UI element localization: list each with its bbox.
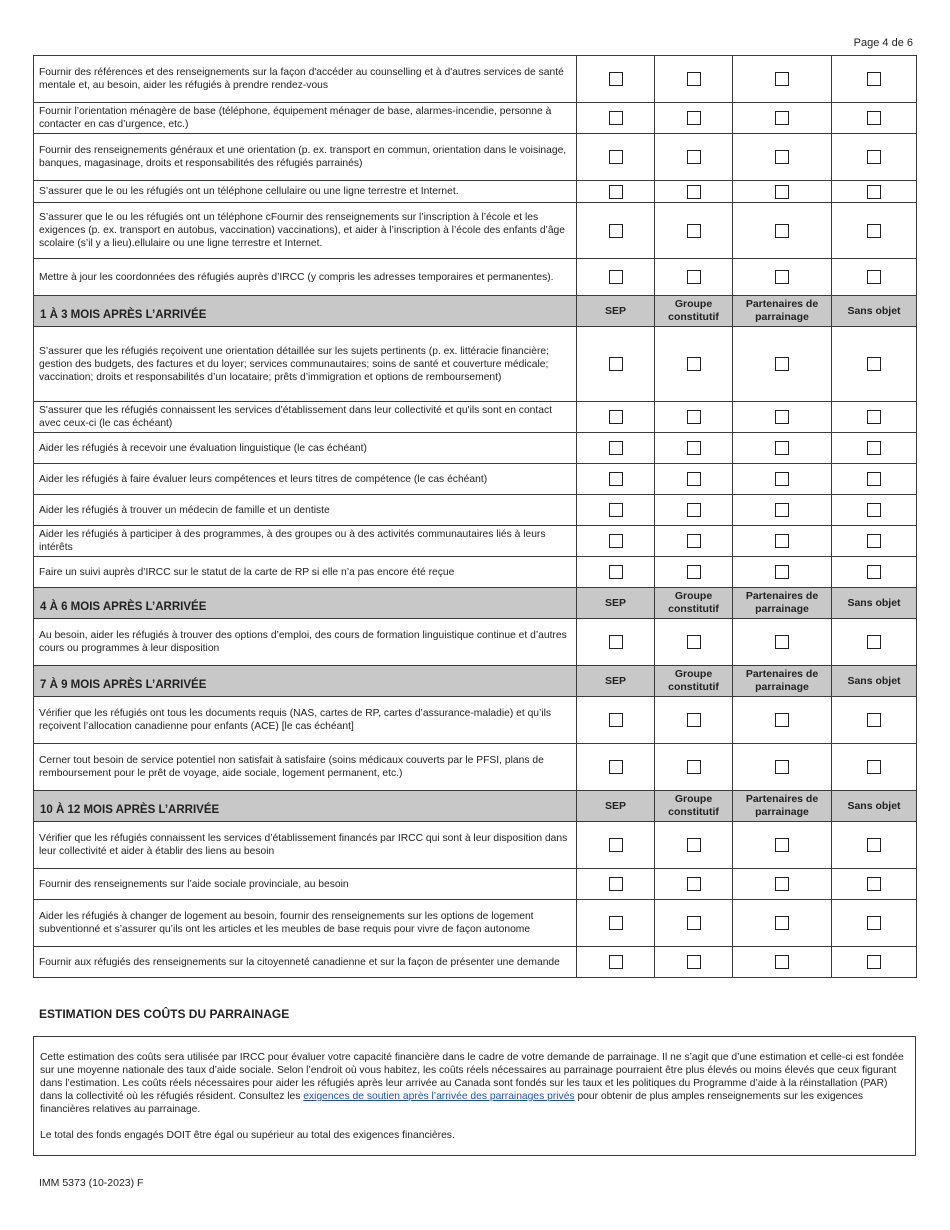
checkbox-cell xyxy=(733,464,832,495)
checkbox-cell xyxy=(655,619,733,666)
checkbox-cell xyxy=(577,619,655,666)
checkbox-cell xyxy=(577,495,655,526)
checkbox-sep[interactable] xyxy=(609,760,623,774)
checkbox-cell xyxy=(733,327,832,402)
task-row xyxy=(34,464,917,495)
checkbox-cell xyxy=(832,697,917,744)
checkbox-cell xyxy=(832,56,917,103)
checkbox-cell xyxy=(577,822,655,869)
checkbox-sans-objet[interactable] xyxy=(867,150,881,164)
checkbox-groupe-constitutif[interactable] xyxy=(687,713,701,727)
column-header: SEP xyxy=(577,666,655,697)
task-description: Fournir des renseignements généraux et une orientation (p. ex. transport en commun, orientation dans le voisinage, banques, magasinage, droits et responsabilités des réfugiés parrainés) xyxy=(34,134,577,181)
checkbox-cell xyxy=(832,822,917,869)
checkbox-sans-objet[interactable] xyxy=(867,441,881,455)
checkbox-sep[interactable] xyxy=(609,72,623,86)
checkbox-groupe-constitutif[interactable] xyxy=(687,916,701,930)
checkbox-cell xyxy=(832,103,917,134)
checkbox-cell xyxy=(577,259,655,296)
task-description: Fournir des références et des renseignements sur la façon d'accéder au counselling et à d'autres services de santé mentale et, au besoin, aider les réfugiés à prendre rendez-vous xyxy=(34,56,577,103)
checkbox-cell xyxy=(832,900,917,947)
task-row xyxy=(34,526,917,557)
checkbox-partenaires[interactable] xyxy=(775,270,789,284)
column-header: SEP xyxy=(577,588,655,619)
checkbox-sans-objet[interactable] xyxy=(867,185,881,199)
checkbox-cell xyxy=(655,526,733,557)
checkbox-sep[interactable] xyxy=(609,534,623,548)
checkbox-groupe-constitutif[interactable] xyxy=(687,838,701,852)
checkbox-cell xyxy=(577,947,655,978)
checkbox-sep[interactable] xyxy=(609,224,623,238)
checkbox-sans-objet[interactable] xyxy=(867,111,881,125)
funds-requirement-note: Le total des fonds engagés DOIT être égal ou supérieur au total des exigences financières. xyxy=(40,1130,455,1141)
checkbox-sans-objet[interactable] xyxy=(867,916,881,930)
section-title: 10 À 12 MOIS APRÈS L’ARRIVÉE xyxy=(34,791,577,822)
task-row xyxy=(34,697,917,744)
column-header: Sans objet xyxy=(832,296,917,327)
checkbox-partenaires[interactable] xyxy=(775,916,789,930)
checkbox-cell xyxy=(577,203,655,259)
checkbox-partenaires[interactable] xyxy=(775,357,789,371)
checkbox-cell xyxy=(832,947,917,978)
checkbox-cell xyxy=(832,433,917,464)
checkbox-cell xyxy=(832,744,917,791)
checkbox-partenaires[interactable] xyxy=(775,150,789,164)
checkbox-partenaires[interactable] xyxy=(775,503,789,517)
checkbox-cell xyxy=(577,526,655,557)
checkbox-cell xyxy=(577,103,655,134)
checkbox-cell xyxy=(733,181,832,203)
checkbox-groupe-constitutif[interactable] xyxy=(687,472,701,486)
checkbox-cell xyxy=(832,327,917,402)
checkbox-sans-objet[interactable] xyxy=(867,270,881,284)
checkbox-sep[interactable] xyxy=(609,565,623,579)
section-title: 1 À 3 MOIS APRÈS L’ARRIVÉE xyxy=(34,296,577,327)
checkbox-groupe-constitutif[interactable] xyxy=(687,72,701,86)
task-checklist-table xyxy=(33,55,917,978)
task-description: S'assurer que les réfugiés connaissent les services d'établissement dans leur collectivité et qu'ils sont en contact avec ceux-ci (le cas échéant) xyxy=(34,402,577,433)
checkbox-sep[interactable] xyxy=(609,150,623,164)
checkbox-cell xyxy=(577,869,655,900)
checkbox-sep[interactable] xyxy=(609,916,623,930)
task-row xyxy=(34,402,917,433)
checkbox-cell xyxy=(832,134,917,181)
checkbox-cell xyxy=(733,134,832,181)
task-row xyxy=(34,134,917,181)
checkbox-partenaires[interactable] xyxy=(775,72,789,86)
checkbox-cell xyxy=(577,744,655,791)
checkbox-cell xyxy=(655,134,733,181)
task-row xyxy=(34,744,917,791)
checkbox-groupe-constitutif[interactable] xyxy=(687,635,701,649)
task-description: Au besoin, aider les réfugiés à trouver des options d’emploi, des cours de formation linguistique continue et d’autres cours ou programmes à leur disposition xyxy=(34,619,577,666)
checkbox-partenaires[interactable] xyxy=(775,185,789,199)
checkbox-cell xyxy=(655,464,733,495)
column-header: Groupe constitutif xyxy=(655,666,733,697)
checkbox-cell xyxy=(832,619,917,666)
checkbox-cell xyxy=(655,203,733,259)
task-description: Aider les réfugiés à participer à des programmes, à des groupes ou à des activités communautaires liés à leurs intérêts xyxy=(34,526,577,557)
checkbox-sans-objet[interactable] xyxy=(867,565,881,579)
column-header: Sans objet xyxy=(832,666,917,697)
task-row xyxy=(34,203,917,259)
task-row xyxy=(34,900,917,947)
checkbox-sans-objet[interactable] xyxy=(867,635,881,649)
task-description: Fournir l’orientation ménagère de base (téléphone, équipement ménager de base, alarmes-incendie, personne à contacter en cas d’urgence, etc.) xyxy=(34,103,577,134)
checkbox-sans-objet[interactable] xyxy=(867,838,881,852)
checkbox-cell xyxy=(832,495,917,526)
task-row xyxy=(34,869,917,900)
checkbox-cell xyxy=(577,327,655,402)
checkbox-cell xyxy=(577,557,655,588)
checkbox-cell xyxy=(733,56,832,103)
checkbox-cell xyxy=(832,203,917,259)
checkbox-cell xyxy=(733,203,832,259)
checkbox-groupe-constitutif[interactable] xyxy=(687,410,701,424)
checkbox-cell xyxy=(733,526,832,557)
checkbox-groupe-constitutif[interactable] xyxy=(687,760,701,774)
task-description: S’assurer que les réfugiés reçoivent une orientation détaillée sur les sujets pertinents (p. ex. littéracie financière; gestion des budgets, des factures et du loyer; services communautaires; soins de santé et couverture médicale; vaccination; droits et responsabilités d’un locataire; prêts d’immigration et options de remboursement) xyxy=(34,327,577,402)
column-header: Groupe constitutif xyxy=(655,588,733,619)
checkbox-cell xyxy=(655,259,733,296)
checkbox-cell xyxy=(577,900,655,947)
column-header: Partenaires de parrainage xyxy=(733,296,832,327)
cost-paragraph xyxy=(40,1051,909,1116)
checkbox-partenaires[interactable] xyxy=(775,534,789,548)
checkbox-sep[interactable] xyxy=(609,955,623,969)
checkbox-sans-objet[interactable] xyxy=(867,760,881,774)
task-description: Fournir aux réfugiés des renseignements sur la citoyenneté canadienne et sur la façon de présenter une demande xyxy=(34,947,577,978)
checkbox-sans-objet[interactable] xyxy=(867,955,881,969)
task-row xyxy=(34,56,917,103)
checkbox-sans-objet[interactable] xyxy=(867,224,881,238)
checkbox-sep[interactable] xyxy=(609,503,623,517)
checkbox-cell xyxy=(655,869,733,900)
form-identifier: IMM 5373 (10-2023) F xyxy=(39,1177,144,1189)
checkbox-cell xyxy=(655,900,733,947)
section-title: 4 À 6 MOIS APRÈS L’ARRIVÉE xyxy=(34,588,577,619)
checkbox-sep[interactable] xyxy=(609,713,623,727)
checkbox-cell xyxy=(577,134,655,181)
support-requirements-link[interactable]: exigences de soutien après l’arrivée des parrainages privés xyxy=(303,1091,575,1102)
checkbox-cell xyxy=(655,495,733,526)
checkbox-groupe-constitutif[interactable] xyxy=(687,111,701,125)
task-row xyxy=(34,822,917,869)
section-header-row xyxy=(34,588,917,619)
checkbox-cell xyxy=(655,181,733,203)
checkbox-partenaires[interactable] xyxy=(775,410,789,424)
cost-text-after-link: pour obtenir de plus amples renseignements sur les exigences financières relatives au parrainage. xyxy=(40,1091,864,1115)
task-description: Cerner tout besoin de service potentiel non satisfait à satisfaire (soins médicaux couverts par le PFSI, plans de remboursement pour le prêt de voyage, aide sociale, logement permanent, etc.) xyxy=(34,744,577,791)
task-row xyxy=(34,495,917,526)
checkbox-cell xyxy=(733,402,832,433)
checkbox-cell xyxy=(577,56,655,103)
checkbox-sans-objet[interactable] xyxy=(867,534,881,548)
column-header: Sans objet xyxy=(832,588,917,619)
page-number: Page 4 de 6 xyxy=(853,37,913,49)
section-header-row xyxy=(34,666,917,697)
checkbox-cell xyxy=(733,869,832,900)
checkbox-cell xyxy=(655,402,733,433)
task-description: S’assurer que le ou les réfugiés ont un téléphone cellulaire ou une ligne terrestre et Internet. xyxy=(34,181,577,203)
checkbox-cell xyxy=(577,464,655,495)
checkbox-sep[interactable] xyxy=(609,357,623,371)
task-description: Aider les réfugiés à trouver un médecin de famille et un dentiste xyxy=(34,495,577,526)
checkbox-cell xyxy=(655,697,733,744)
checkbox-cell xyxy=(733,557,832,588)
task-description: Faire un suivi auprès d’IRCC sur le statut de la carte de RP si elle n’a pas encore été reçue xyxy=(34,557,577,588)
checkbox-sep[interactable] xyxy=(609,877,623,891)
checkbox-cell xyxy=(733,495,832,526)
checkbox-cell xyxy=(832,557,917,588)
checkbox-sans-objet[interactable] xyxy=(867,357,881,371)
checkbox-partenaires[interactable] xyxy=(775,224,789,238)
checkbox-cell xyxy=(832,464,917,495)
cost-section-title: ESTIMATION DES COÛTS DU PARRAINAGE xyxy=(39,1007,290,1021)
task-description: Aider les réfugiés à recevoir une évaluation linguistique (le cas échéant) xyxy=(34,433,577,464)
checkbox-cell xyxy=(733,947,832,978)
checkbox-groupe-constitutif[interactable] xyxy=(687,357,701,371)
task-description: Mettre à jour les coordonnées des réfugiés auprès d’IRCC (y compris les adresses temporaires et permanentes). xyxy=(34,259,577,296)
checkbox-partenaires[interactable] xyxy=(775,838,789,852)
checkbox-cell xyxy=(577,402,655,433)
checkbox-cell xyxy=(733,103,832,134)
checkbox-cell xyxy=(577,697,655,744)
column-header: Groupe constitutif xyxy=(655,296,733,327)
cost-estimation-box xyxy=(33,1036,916,1156)
checkbox-sans-objet[interactable] xyxy=(867,877,881,891)
task-row xyxy=(34,103,917,134)
checkbox-groupe-constitutif[interactable] xyxy=(687,565,701,579)
task-row xyxy=(34,947,917,978)
section-title: 7 À 9 MOIS APRÈS L’ARRIVÉE xyxy=(34,666,577,697)
task-description: Fournir des renseignements sur l’aide sociale provinciale, au besoin xyxy=(34,869,577,900)
checkbox-partenaires[interactable] xyxy=(775,565,789,579)
checkbox-cell xyxy=(655,744,733,791)
checkbox-groupe-constitutif[interactable] xyxy=(687,224,701,238)
checkbox-partenaires[interactable] xyxy=(775,713,789,727)
task-description: S’assurer que le ou les réfugiés ont un téléphone cFournir des renseignements sur l’inscription à l’école et les exigences (p. ex. transport en autobus, vaccination) vaccinations), et aider à l’inscription à l’école des enfants d’âge scolaire (s’il y a lieu).ellulaire ou une ligne terrestre et Internet. xyxy=(34,203,577,259)
task-row xyxy=(34,619,917,666)
cost-text-before-link: Cette estimation des coûts sera utilisée par IRCC pour évaluer votre capacité financière dans le cadre de votre demande de parrainage. Il ne s’agit que d’une estimation et celle-ci est fondée sur une moyenne nationale des taux d’aide sociale. Selon l’endroit où vous habitez, les coûts réels nécessaires au parrainage pourraient être plus élevés ou moins élevés que ceux figurant dans l’estimation. Les coûts réels nécessaires pour aider les réfugiés après leur arrivée au Canada sont fondés sur les taux et les politiques du Programme d’aide à la réinstallation (PAR) dans la collectivité où les réfugiés résident. Consultez les xyxy=(40,1052,904,1102)
checkbox-sep[interactable] xyxy=(609,410,623,424)
checkbox-partenaires[interactable] xyxy=(775,111,789,125)
checkbox-groupe-constitutif[interactable] xyxy=(687,270,701,284)
checkbox-groupe-constitutif[interactable] xyxy=(687,503,701,517)
task-row xyxy=(34,327,917,402)
column-header: Partenaires de parrainage xyxy=(733,666,832,697)
task-row xyxy=(34,557,917,588)
checkbox-cell xyxy=(655,433,733,464)
task-description: Vérifier que les réfugiés ont tous les documents requis (NAS, cartes de RP, cartes d’assurance-maladie) et qu’ils reçoivent l’allocation canadienne pour enfants (ACE) [le cas échéant] xyxy=(34,697,577,744)
checkbox-sep[interactable] xyxy=(609,185,623,199)
task-description: Vérifier que les réfugiés connaissent les services d’établissement financés par IRCC qui sont à leur disposition dans leur collectivité et aider à établir des liens au besoin xyxy=(34,822,577,869)
checkbox-groupe-constitutif[interactable] xyxy=(687,441,701,455)
checkbox-sep[interactable] xyxy=(609,111,623,125)
checkbox-groupe-constitutif[interactable] xyxy=(687,534,701,548)
checkbox-cell xyxy=(655,103,733,134)
checkbox-cell xyxy=(832,869,917,900)
column-header: Partenaires de parrainage xyxy=(733,588,832,619)
checkbox-cell xyxy=(733,433,832,464)
checkbox-cell xyxy=(655,56,733,103)
checkbox-cell xyxy=(655,557,733,588)
checkbox-cell xyxy=(733,822,832,869)
checkbox-cell xyxy=(733,744,832,791)
section-header-row xyxy=(34,791,917,822)
section-header-row xyxy=(34,296,917,327)
task-row xyxy=(34,259,917,296)
checkbox-cell xyxy=(655,822,733,869)
checkbox-partenaires[interactable] xyxy=(775,472,789,486)
checkbox-sep[interactable] xyxy=(609,270,623,284)
checkbox-groupe-constitutif[interactable] xyxy=(687,955,701,969)
column-header: Groupe constitutif xyxy=(655,791,733,822)
checkbox-cell xyxy=(577,433,655,464)
checkbox-partenaires[interactable] xyxy=(775,955,789,969)
task-row xyxy=(34,433,917,464)
checkbox-partenaires[interactable] xyxy=(775,635,789,649)
checkbox-groupe-constitutif[interactable] xyxy=(687,185,701,199)
column-header: SEP xyxy=(577,296,655,327)
checkbox-partenaires[interactable] xyxy=(775,877,789,891)
column-header: SEP xyxy=(577,791,655,822)
checkbox-sans-objet[interactable] xyxy=(867,410,881,424)
checkbox-sans-objet[interactable] xyxy=(867,472,881,486)
task-description: Aider les réfugiés à changer de logement au besoin, fournir des renseignements sur les options de logement subventionné et s’assurer qu’ils ont les articles et les meubles de base requis pour vivre de façon autonome xyxy=(34,900,577,947)
checkbox-sep[interactable] xyxy=(609,441,623,455)
checkbox-cell xyxy=(655,327,733,402)
checkbox-cell xyxy=(733,259,832,296)
checkbox-cell xyxy=(832,259,917,296)
checkbox-cell xyxy=(832,181,917,203)
checkbox-partenaires[interactable] xyxy=(775,760,789,774)
checkbox-sans-objet[interactable] xyxy=(867,713,881,727)
checkbox-cell xyxy=(655,947,733,978)
checkbox-sans-objet[interactable] xyxy=(867,72,881,86)
checkbox-sep[interactable] xyxy=(609,635,623,649)
checkbox-groupe-constitutif[interactable] xyxy=(687,877,701,891)
checkbox-cell xyxy=(733,900,832,947)
checkbox-partenaires[interactable] xyxy=(775,441,789,455)
task-description: Aider les réfugiés à faire évaluer leurs compétences et leurs titres de compétence (le cas échéant) xyxy=(34,464,577,495)
checkbox-sep[interactable] xyxy=(609,838,623,852)
checkbox-cell xyxy=(832,402,917,433)
checkbox-cell xyxy=(733,619,832,666)
column-header: Sans objet xyxy=(832,791,917,822)
checkbox-groupe-constitutif[interactable] xyxy=(687,150,701,164)
task-row xyxy=(34,181,917,203)
checkbox-cell xyxy=(733,697,832,744)
checkbox-sep[interactable] xyxy=(609,472,623,486)
checkbox-cell xyxy=(577,181,655,203)
checkbox-cell xyxy=(832,526,917,557)
checkbox-sans-objet[interactable] xyxy=(867,503,881,517)
column-header: Partenaires de parrainage xyxy=(733,791,832,822)
